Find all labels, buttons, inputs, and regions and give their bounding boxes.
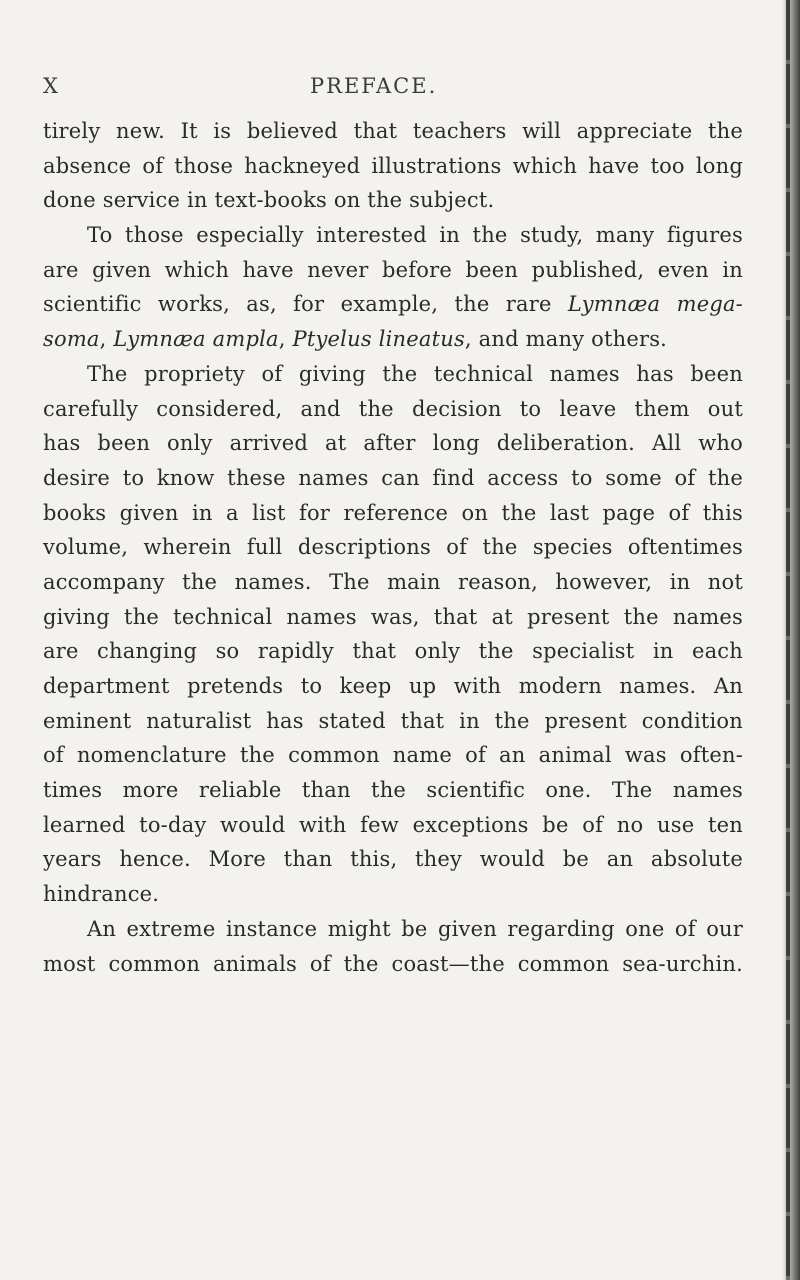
binding-edge bbox=[786, 0, 790, 1280]
text-line: absence of those hackneyed illustrations which have too long bbox=[43, 153, 743, 178]
text-line: times more reliable than the scientific one. The names bbox=[43, 778, 743, 803]
text-line: volume, wherein full descriptions of the species oftentimes bbox=[43, 535, 743, 560]
text-line: has been only arrived at after long deliberation. All who bbox=[43, 431, 743, 456]
text-line: learned to-day would with few exceptions be of no use ten bbox=[43, 812, 743, 837]
text-line: carefully considered, and the decision to leave them out bbox=[43, 396, 743, 421]
text-segment: scientific works, as, for example, the rare bbox=[43, 292, 568, 317]
text-line: are changing so rapidly that only the specialist in each bbox=[43, 639, 743, 664]
text-line: An extreme instance might be given regarding one of our bbox=[87, 916, 743, 941]
text-line: department pretends to keep up with modern names. An bbox=[43, 674, 743, 698]
text-segment: , bbox=[278, 327, 293, 352]
text-line: desire to know these names can find access to some of the bbox=[43, 465, 743, 490]
text-line: tirely new. It is believed that teachers will appreciate the bbox=[43, 119, 743, 143]
binding-shadow bbox=[782, 0, 800, 1280]
text-line: books given in a list for reference on the last page of this bbox=[43, 500, 743, 525]
text-line bbox=[43, 322, 743, 357]
italic-segment: Lymnæa ampla bbox=[113, 327, 279, 352]
running-head: PREFACE. bbox=[310, 74, 438, 98]
page-header bbox=[0, 74, 800, 104]
text-segment: , and many others. bbox=[464, 327, 668, 352]
text-line: of nomenclature the common name of an animal was often- bbox=[43, 743, 743, 768]
body-text bbox=[43, 114, 743, 981]
text-line: accompany the names. The main reason, however, in not bbox=[43, 569, 743, 594]
text-line bbox=[43, 287, 743, 322]
page-number: X bbox=[43, 74, 59, 98]
text-segment: , bbox=[99, 327, 114, 352]
italic-segment: Ptyelus lineatus bbox=[292, 327, 465, 352]
text-line: years hence. More than this, they would be an absolute bbox=[43, 847, 743, 872]
text-line: hindrance. bbox=[43, 882, 160, 907]
text-line: The propriety of giving the technical names has been bbox=[87, 361, 743, 386]
italic-segment: soma bbox=[43, 327, 100, 352]
text-line: are given which have never before been published, even in bbox=[43, 257, 743, 282]
text-line: giving the technical names was, that at present the names bbox=[43, 604, 743, 629]
text-line: eminent naturalist has stated that in the present condition bbox=[43, 708, 743, 733]
text-line: most common animals of the coast—the common sea-urchin. bbox=[43, 951, 743, 976]
text-line: done service in text-books on the subject. bbox=[43, 188, 495, 213]
text-line: To those especially interested in the study, many figures bbox=[87, 223, 743, 248]
italic-segment: Lymnæa mega- bbox=[567, 292, 743, 317]
